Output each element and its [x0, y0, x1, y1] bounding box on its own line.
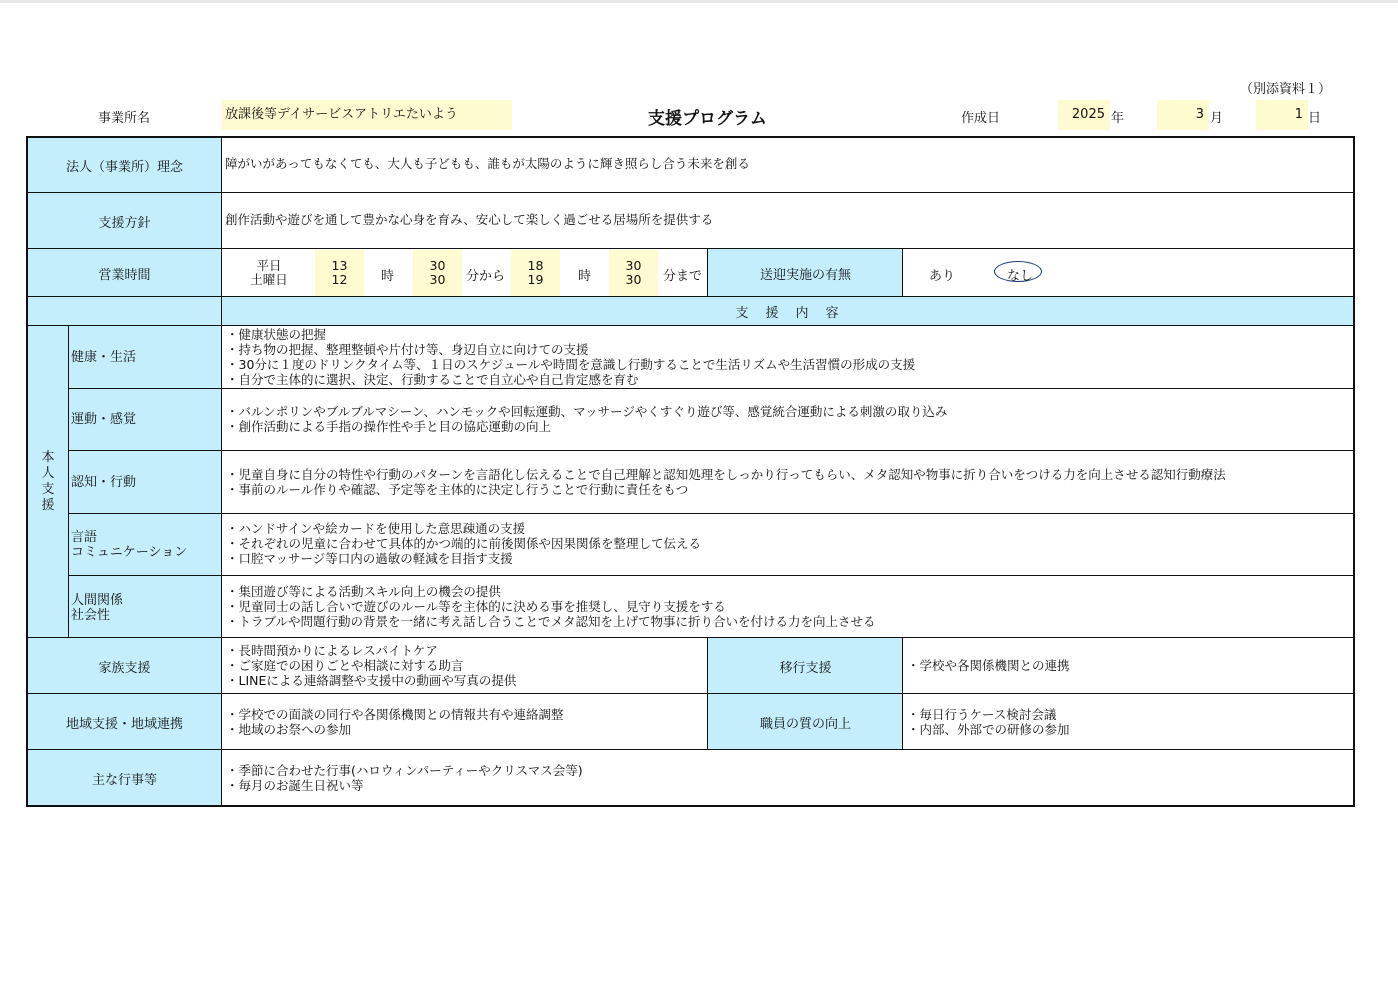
category-label-line: 運動・感覚 [71, 412, 137, 427]
category-cognition-label [71, 475, 136, 490]
grid-line [902, 637, 903, 750]
day-unit: 日 [1308, 111, 1322, 126]
family-support-content [226, 643, 516, 688]
category-label-line: 社会性 [71, 608, 111, 623]
content-line: ・毎月のお誕生日祝い等 [226, 778, 364, 793]
content-line: ・児童同士の話し合いで遊びのルール等を主体的に決める事を推奨し、見守り支援をする [226, 599, 726, 614]
grid-line [68, 388, 1355, 389]
grid-line [902, 248, 903, 297]
family-support-label: 家族支援 [27, 638, 222, 694]
hours-day-saturday: 土曜日 [250, 272, 288, 287]
office-label: 事業所名 [98, 111, 151, 126]
content-line: ・健康状態の把握 [226, 327, 327, 342]
content-line: ・毎日行うケース検討会議 [907, 707, 1057, 722]
motor-content [226, 404, 947, 434]
content-line: ・集団遊び等による活動スキル向上の機会の提供 [226, 584, 501, 599]
transport-yes[interactable]: あり [929, 269, 956, 284]
events-label: 主な行事等 [27, 750, 222, 806]
from-label: 分から [466, 269, 506, 284]
attachment-label: （別添資料１） [1240, 82, 1332, 97]
end-min-values [609, 259, 658, 287]
content-line: ・バルンポリンやブルブルマシーン、ハンモックや回転運動、マッサージやくすぐり遊び等、感覚統合運動による刺激の取り込み [226, 404, 948, 419]
grid-line [26, 693, 1355, 694]
year-field[interactable]: 2025 [1058, 100, 1110, 130]
grid-line [68, 513, 1355, 514]
cognition-content [226, 467, 1226, 497]
grid-line [26, 325, 1355, 326]
grid-line [1353, 136, 1355, 807]
personal-support-char: 本 [41, 450, 55, 465]
social-content [226, 584, 876, 629]
end-hour-unit: 時 [578, 269, 592, 284]
start-hour-values [315, 259, 364, 287]
staff-quality-label: 職員の質の向上 [708, 694, 903, 750]
transition-support-content [907, 658, 1070, 673]
language-content [226, 521, 701, 566]
personal-support-char: 支 [41, 482, 55, 497]
content-line: ・創作活動による手指の操作性や手と目の協応運動の向上 [226, 419, 552, 434]
page-title: 支援プログラム [648, 109, 767, 129]
support-header-left [27, 297, 222, 326]
category-label-line: 言語 [71, 530, 98, 545]
grid-line [707, 248, 708, 297]
top-border [0, 0, 1398, 3]
community-support-label: 地域支援・地域連携 [27, 694, 222, 750]
end-hour-saturday[interactable]: 19 [527, 272, 544, 287]
grid-line [26, 248, 1355, 249]
philosophy-text: 障がいがあってもなくても、大人も子どもも、誰もが太陽のように輝き照らし合う未来を創る [225, 156, 750, 171]
policy-text: 創作活動や遊びを通して豊かな心身を育み、安心して楽しく過ごせる居場所を提供する [225, 212, 714, 227]
month-field[interactable]: 3 [1157, 100, 1209, 130]
content-line: ・LINEによる連絡調整や支援中の動画や写真の提供 [226, 673, 517, 688]
category-label-line: 人間関係 [71, 593, 124, 608]
content-line: ・事前のルール作りや確認、予定等を主体的に決定し行うことで行動に責任をもつ [226, 482, 689, 497]
health-content [226, 327, 915, 387]
content-line: ・地域のお祭への参加 [226, 722, 352, 737]
content-line: ・内部、外部での研修の参加 [907, 722, 1070, 737]
month-unit: 月 [1210, 111, 1224, 126]
content-line: ・それぞれの児童に合わせて具体的かつ端的に前後関係や因果関係を整理して伝える [226, 536, 702, 551]
category-motor-label [71, 412, 136, 427]
personal-support-label [38, 450, 58, 514]
grid-line [26, 296, 1355, 297]
policy-label: 支援方針 [27, 193, 222, 249]
content-line: ・学校での面談の同行や各関係機関との情報共有や連絡調整 [226, 707, 564, 722]
start-min-values [413, 259, 462, 287]
office-name-field[interactable]: 放課後等デイサービスアトリエたいよう [222, 100, 512, 130]
start-min-saturday[interactable]: 30 [429, 272, 446, 287]
hours-days [244, 259, 294, 287]
grid-line [26, 637, 1355, 638]
content-line: ・口腔マッサージ等口内の過敏の軽減を目指す支援 [226, 551, 513, 566]
category-label-line: 健康・生活 [71, 350, 137, 365]
grid-line [221, 136, 222, 807]
grid-line [26, 749, 1355, 750]
created-date-label: 作成日 [961, 111, 1001, 126]
transition-support-label: 移行支援 [708, 638, 903, 694]
grid-line [68, 575, 1355, 576]
philosophy-label: 法人（事業所）理念 [27, 137, 222, 193]
end-hour-weekday[interactable]: 18 [527, 258, 544, 273]
community-support-content [226, 707, 564, 737]
grid-line [68, 325, 69, 638]
start-hour-saturday[interactable]: 12 [331, 272, 348, 287]
hour-unit: 時 [381, 269, 395, 284]
until-label: 分まで [663, 269, 703, 284]
content-line: ・30分に１度のドリンクタイム等、１日のスケジュールや時間を意識し行動することで生活リズムや生活習慣の形成の支援 [226, 357, 916, 372]
category-label-line: コミュニケーション [71, 545, 188, 560]
personal-support-char: 人 [41, 466, 55, 481]
grid-line [26, 192, 1355, 193]
year-unit: 年 [1111, 111, 1125, 126]
content-line: ・ハンドサインや絵カードを使用した意思疎通の支援 [226, 521, 526, 536]
category-label-line: 認知・行動 [71, 475, 137, 490]
grid-line [26, 136, 1355, 138]
content-line: ・長時間預かりによるレスパイトケア [226, 643, 438, 658]
hours-label: 営業時間 [27, 249, 222, 297]
content-line: ・ご家庭での困りごとや相談に対する助言 [226, 658, 464, 673]
content-line: ・自分で主体的に選択、決定、行動することで自立心や自己肯定感を育む [226, 372, 639, 387]
category-social-label [71, 593, 123, 623]
content-line: ・季節に合わせた行事(ハロウィンパーティーやクリスマス会等) [226, 763, 583, 778]
personal-support-char: 援 [41, 498, 55, 513]
grid-line [26, 136, 28, 807]
category-language-label [71, 530, 187, 560]
staff-quality-content [907, 707, 1070, 737]
category-health-label [71, 350, 136, 365]
transport-no[interactable]: なし [1007, 269, 1034, 284]
content-line: ・トラブルや問題行動の背景を一緒に考え話し合うことでメタ認知を上げて物事に折り合いを付ける力を向上させる [226, 614, 876, 629]
start-min-weekday[interactable]: 30 [429, 258, 446, 273]
grid-line [68, 450, 1355, 451]
end-min-weekday[interactable]: 30 [625, 258, 642, 273]
content-line: ・学校や各関係機関との連携 [907, 658, 1070, 673]
end-hour-values [511, 259, 560, 287]
grid-line [26, 805, 1355, 807]
support-content-header: 支 援 内 容 [222, 297, 1354, 326]
events-content [226, 763, 583, 793]
hours-day-weekday: 平日 [256, 258, 282, 273]
transport-label: 送迎実施の有無 [708, 249, 903, 297]
content-line: ・持ち物の把握、整理整頓や片付け等、身辺自立に向けての支援 [226, 342, 589, 357]
start-hour-weekday[interactable]: 13 [331, 258, 348, 273]
end-min-saturday[interactable]: 30 [625, 272, 642, 287]
day-field[interactable]: 1 [1256, 100, 1308, 130]
grid-line [707, 637, 708, 750]
content-line: ・児童自身に自分の特性や行動のパターンを言語化し伝えることで自己理解と認知処理をしっかり行ってもらい、メタ認知や物事に折り合いをつける力を向上させる認知行動療法 [226, 467, 1226, 482]
